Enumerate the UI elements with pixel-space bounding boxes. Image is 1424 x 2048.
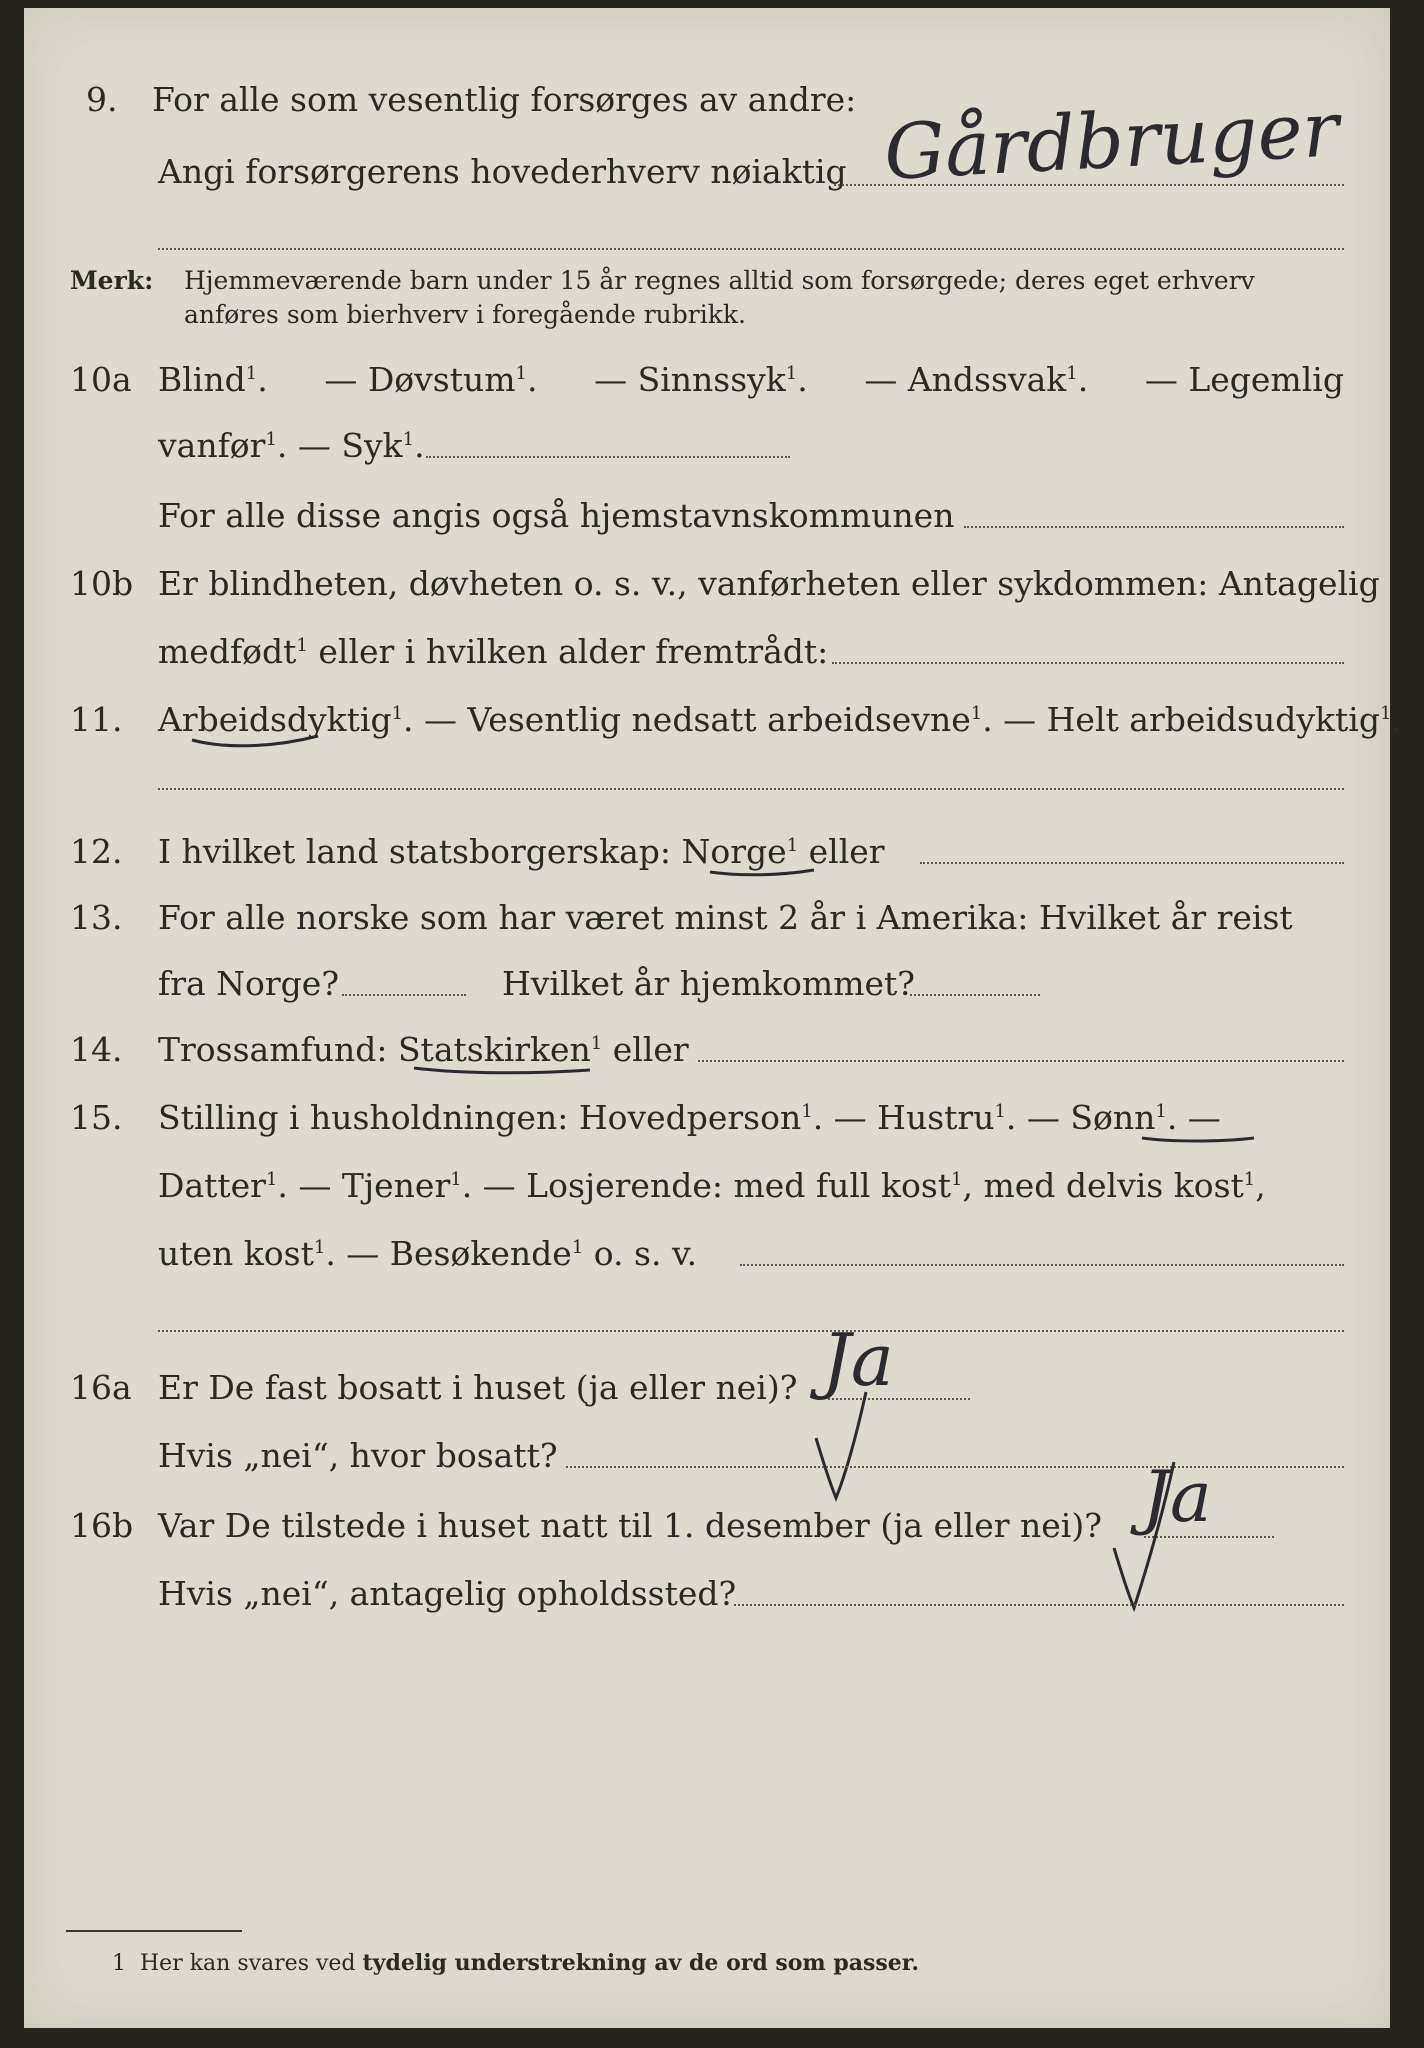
q16b-answer-stroke	[1104, 1458, 1184, 1618]
option-syk[interactable]: — Syk$^1$.	[297, 426, 425, 465]
option-norge[interactable]: Norge$^1$	[681, 832, 799, 871]
option-udyktig[interactable]: . — Helt arbeidsudyktig$^1$.	[982, 700, 1402, 739]
q13-year-left-line[interactable]	[342, 994, 466, 996]
q16a-number: 16a	[70, 1368, 132, 1407]
q11-number: 11.	[70, 700, 123, 739]
statskirken-handwritten-underline	[412, 1062, 594, 1080]
q16a-handwritten-answer: Ja	[822, 1318, 894, 1402]
option-andssvak[interactable]: — Andssvak$^1$.	[864, 360, 1089, 399]
q13-year-back-line[interactable]	[910, 994, 1040, 996]
q9-extra-line[interactable]	[158, 248, 1344, 250]
option-arbeidsdyktig[interactable]: Arbeidsdyktig$^1$	[158, 700, 404, 739]
q10a-number: 10a	[70, 360, 132, 399]
option-statskirken[interactable]: Statskirken$^1$	[397, 1030, 603, 1069]
sonn-handwritten-underline	[1140, 1132, 1258, 1148]
q10b-line1: Er blindheten, døvheten o. s. v., vanførheten eller sykdommen: Antagelig	[158, 564, 1380, 603]
q12-other-line[interactable]	[920, 862, 1344, 864]
census-form-page	[24, 8, 1402, 2028]
q15-line3: uten kost$^1$. — Besøkende$^1$ o. s. v.	[158, 1234, 698, 1273]
q9-line2: Angi forsørgerens hovederhverv nøiaktig	[158, 152, 847, 191]
q10a-line3: For alle disse angis også hjemstavnskommunen	[158, 496, 955, 535]
q12-line: I hvilket land statsborgerskap: Norge$^1$ eller	[158, 832, 885, 871]
q10b-number: 10b	[70, 564, 134, 603]
q16a-where-line[interactable]	[566, 1466, 1344, 1468]
q15-line1: Stilling i husholdningen: Hovedperson$^1$. — Hustru$^1$. — Sønn$^1$. —	[158, 1098, 1221, 1137]
q12-number: 12.	[70, 832, 123, 871]
option-legemlig[interactable]: — Legemlig	[1144, 360, 1344, 399]
option-sinnssyk[interactable]: — Sinnssyk$^1$.	[594, 360, 808, 399]
q9-handwritten-answer: Gårdbruger	[881, 84, 1341, 197]
option-blind[interactable]: Blind$^1$.	[158, 360, 268, 399]
option-sonn[interactable]: Sønn$^1$	[1070, 1098, 1167, 1137]
q16b-where-line[interactable]	[734, 1604, 1344, 1606]
q16b-number: 16b	[70, 1506, 134, 1545]
option-medfodt[interactable]: medfødt$^1$	[158, 632, 308, 671]
merk-line2: anføres som bierhverv i foregående rubrikk.	[184, 300, 746, 329]
q16a-line2: Hvis „nei“, hvor bosatt?	[158, 1436, 558, 1475]
q16b-line1: Var De tilstede i huset natt til 1. desember (ja eller nei)?	[158, 1506, 1102, 1545]
q13-number: 13.	[70, 898, 123, 937]
merk-label: Merk:	[70, 266, 154, 295]
footnote: 1 Her kan svares ved tydelig understrekning av de ord som passer.	[112, 1950, 920, 1976]
q13-line2b: Hvilket år hjemkommet?	[502, 964, 915, 1003]
q14-line: Trossamfund: Statskirken$^1$ eller	[158, 1030, 689, 1069]
option-vanfor[interactable]: vanfør$^1$.	[158, 426, 288, 465]
arbeidsdyktig-handwritten-underline	[190, 726, 320, 752]
q10a-line1	[158, 360, 1344, 400]
q15-extra-line[interactable]	[158, 1330, 1344, 1332]
q10a-syk-line[interactable]	[426, 456, 790, 458]
footnote-rule	[66, 1930, 242, 1932]
q10a-line2	[158, 426, 425, 466]
q16a-line1: Er De fast bosatt i huset (ja eller nei)?	[158, 1368, 798, 1407]
q9-number: 9.	[86, 80, 118, 119]
q11-extra-line[interactable]	[158, 788, 1344, 790]
q15-other-line[interactable]	[740, 1264, 1344, 1266]
q10a-kommune-line[interactable]	[964, 526, 1344, 528]
q16a-answer-stroke	[808, 1388, 878, 1508]
q9-line1: For alle som vesentlig forsørges av andre:	[152, 80, 857, 119]
option-nedsatt[interactable]: . — Vesentlig nedsatt arbeidsevne$^1$	[403, 700, 983, 739]
q10b-line2: medfødt$^1$ eller i hvilken alder fremtrådt:	[158, 632, 829, 671]
q16b-handwritten-answer: Ja	[1142, 1456, 1212, 1538]
q11-line	[158, 700, 1402, 740]
q15-line2: Datter$^1$. — Tjener$^1$. — Losjerende: med full kost$^1$, med delvis kost$^1$,	[158, 1166, 1266, 1205]
merk-line1: Hjemmeværende barn under 15 år regnes alltid som forsørgede; deres eget erhverv	[184, 266, 1255, 295]
norge-handwritten-underline	[708, 864, 818, 882]
q10b-age-line[interactable]	[832, 662, 1344, 664]
option-dovstum[interactable]: — Døvstum$^1$.	[324, 360, 538, 399]
q13-line1: For alle norske som har været minst 2 år i Amerika: Hvilket år reist	[158, 898, 1293, 937]
q16b-line2: Hvis „nei“, antagelig opholdssted?	[158, 1574, 737, 1613]
q14-other-line[interactable]	[698, 1060, 1344, 1062]
q15-number: 15.	[70, 1098, 123, 1137]
q14-number: 14.	[70, 1030, 123, 1069]
q13-line2a: fra Norge?	[158, 964, 340, 1003]
